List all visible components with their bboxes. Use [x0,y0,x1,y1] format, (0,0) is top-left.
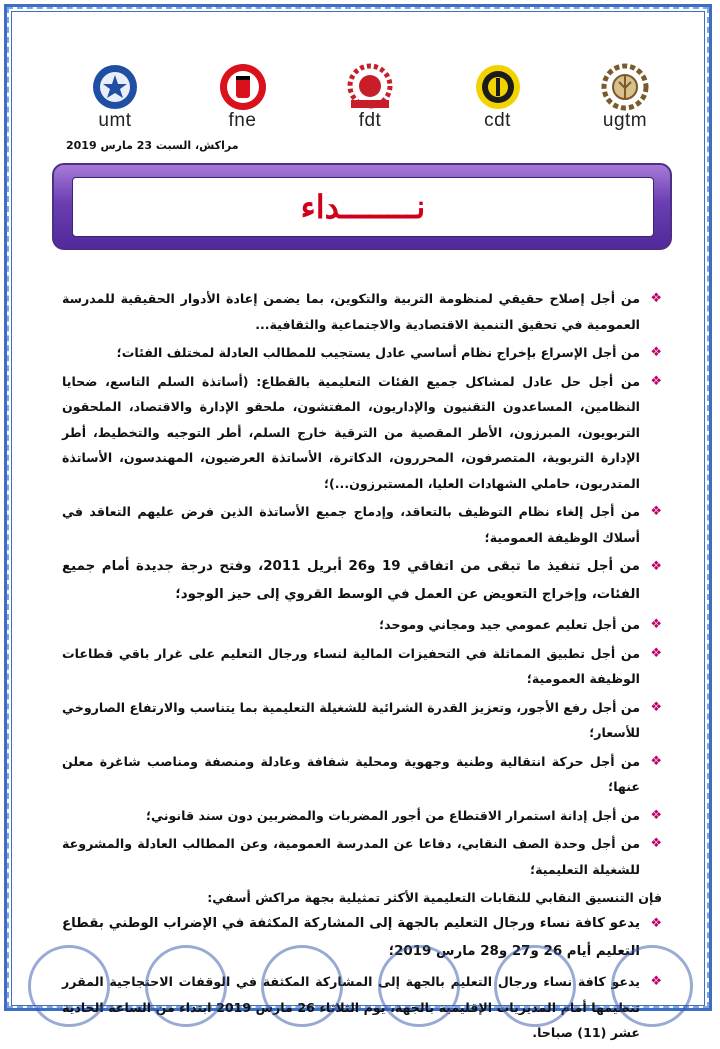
stamp-seal [378,945,460,1027]
demand-item: ❖ من أجل إدانة استمرار الاقتطاع من أجور المضربات والمضربين دون سند قانوني؛ [62,803,662,829]
stamp-seal [145,945,227,1027]
demand-item: ❖ من أجل إصلاح حقيقي لمنظومة التربية والتكوين، بما يضمن إعادة الأدوار الحقيقية للمدرسة العمومية في تحقيق التنمية الاقتصادية والاجتماعية والثقافية... [62,286,662,337]
diamond-bullet-icon: ❖ [650,753,662,769]
raised-fist-icon [212,62,274,112]
logo-cdt [453,62,543,137]
gear-star-icon [84,62,146,112]
demand-item: ❖ من أجل حل عادل لمشاكل جميع الفئات التعليمية بالقطاع: (أساتذة السلم التاسع، ضحايا النظامين، المساعدون التقنيون والإداريون، المفتشون، ملحقو الإدارة والاقتصاد، الملحقون التربويون، المبرزون، الأطر المقصية من الترقية خارج السلم، أطر التوجيه والتخطيط، أطر الإدارة التربوية، المتصرفون، المحررون، الدكاترة، الأساتذة العرضيون، المهندسون، الأساتذة المتدربون، حاملي الشهادات العليا، المستبرزون...)؛ [62,369,662,497]
diamond-bullet-icon: ❖ [650,699,662,715]
diamond-bullet-icon: ❖ [650,291,662,306]
stamp-seal [28,945,110,1027]
diamond-bullet-icon: ❖ [650,559,662,574]
diamond-bullet-icon: ❖ [650,645,662,661]
document-date: مراكش، السبت 23 مارس 2019 [66,139,239,152]
logo-label: ugtm [602,110,648,131]
demand-item: ❖ من أجل إلغاء نظام التوظيف بالتعاقد، وإدماج جميع الأساتذة الذين فرض عليهم التعاقد في أسلاك الوظيفة العمومية؛ [62,499,662,550]
call-item: ❖ يدعو كافة نساء ورجال التعليم بالجهة إلى المشاركة المكثفة في الوقفات الاحتجاجية المقرر تنظيمها أمام المديريات الإقليمية بالجهة، يوم الثلاثاء 26 مارس 2019 ابتداء من الساعة الحادية عشر (11) صباحا. [62,969,662,1046]
page-title: نــــــــداء [300,188,426,226]
demand-item: ❖ من أجل الإسراع بإخراج نظام أساسي عادل يستجيب للمطالب العادلة لمختلف الفئات؛ [62,340,662,366]
logo-fdt [325,62,415,137]
demand-item: ❖ من أجل رفع الأجور، وتعزيز القدرة الشرائية للشغيلة التعليمية بما يتناسب والارتفاع الصاروخي للأسعار؛ [62,695,662,746]
diamond-bullet-icon: ❖ [650,916,662,931]
coordination-intro: فإن التنسيق النقابي للنقابات التعليمية الأكثر تمثيلية بجهة مراكش أسفي: [207,890,662,905]
diamond-bullet-icon: ❖ [650,504,662,519]
union-logos [70,62,670,137]
title-banner [52,163,672,250]
logo-label: fdt [358,110,382,131]
diamond-bullet-icon: ❖ [650,345,662,360]
logo-umt [70,62,160,137]
demand-item: ❖ من أجل حركة انتقالية وطنية وجهوية ومحلية شفافة وعادلة ومنصفة ومناصب شاغرة معلن عنها؛ [62,749,662,800]
demand-item: ❖ من أجل وحدة الصف النقابي، دفاعا عن المدرسة العمومية، وعن المطالب العادلة والمشروعة للشغيلة التعليمية؛ [62,831,662,882]
logo-label: cdt [484,110,511,131]
demand-item: ❖ من أجل تعليم عمومي جيد ومجاني وموحد؛ [62,612,662,638]
stamp-seal [261,945,343,1027]
diamond-bullet-icon: ❖ [650,807,662,823]
wheat-gear-icon [594,62,656,112]
logo-label: umt [98,110,132,131]
stamp-seal [611,945,693,1027]
logo-label: fne [228,110,257,131]
diamond-bullet-icon: ❖ [650,373,662,389]
demands-section [62,286,662,1049]
diamond-bullet-icon: ❖ [650,974,662,989]
demand-item: ❖ من أجل تطبيق المماثلة في التحفيزات المالية لنساء ورجال التعليم على غرار باقي قطاعات الوظيفة العمومية؛ [62,641,662,692]
diamond-bullet-icon: ❖ [650,836,662,851]
union-stamps [28,945,693,1005]
gear-wheat-icon [339,62,401,112]
logo-fne [198,62,288,137]
diamond-bullet-icon: ❖ [650,617,662,632]
demand-item: ❖ من أجل تنفيذ ما تبقى من اتفاقي 19 و26 أبريل 2011، وفتح درجة جديدة أمام جميع الفئات، وإخراج التعويض عن العمل في الوسط القروي إلى حيز الوجود؛ [62,553,662,609]
logo-ugtm [580,62,670,137]
call-item: ❖ يدعو كافة نساء ورجال التعليم بالجهة إلى المشاركة المكثفة في الإضراب الوطني بقطاع التعليم أيام 26 و27 و28 مارس 2019؛ [62,910,662,966]
sun-emblem-icon [467,62,529,112]
stamp-seal [494,945,576,1027]
title-box [72,177,654,237]
